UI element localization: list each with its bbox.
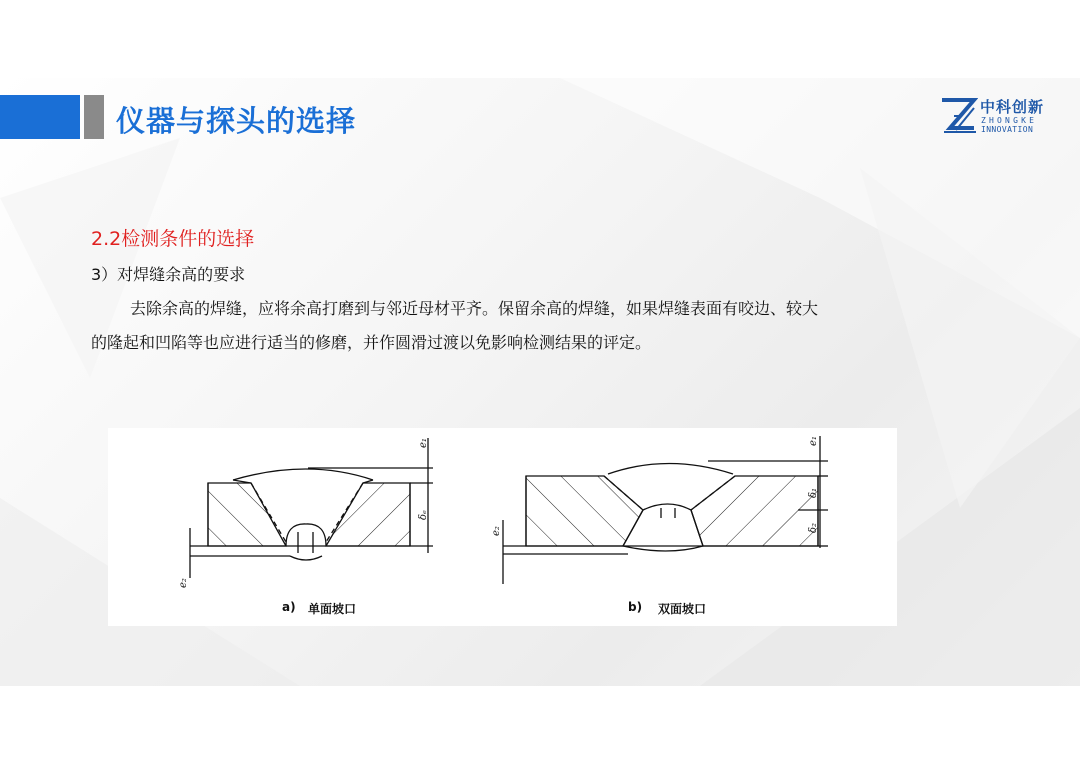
label-e2-right: e₂	[491, 526, 502, 536]
company-logo	[940, 96, 1050, 138]
body-paragraph: 去除余高的焊缝，应将余高打磨到与邻近母材平齐。保留余高的焊缝，如果焊缝表面有咬边、较大的隆起和凹陷等也应进行适当的修磨，并作圆滑过渡以免影响检测结果的评定。	[91, 299, 819, 352]
left-weld-drawing	[190, 438, 433, 578]
caption-a-text: 单面坡口	[308, 602, 357, 616]
caption-b-letter: b)	[628, 600, 643, 614]
weld-diagram	[108, 428, 897, 626]
header-accent-bar	[0, 95, 80, 139]
label-d2-right: δ₂	[808, 522, 819, 533]
slide-title: 仪器与探头的选择	[116, 104, 357, 138]
section-title: 2.2检测条件的选择	[91, 228, 255, 250]
header-gray-bar	[84, 95, 104, 139]
label-e1-right: e₁	[808, 436, 819, 446]
slide	[0, 78, 1080, 686]
subheading: 3）对焊缝余高的要求	[91, 265, 246, 284]
label-e1-left: e₁	[418, 438, 429, 448]
caption-b-text: 双面坡口	[658, 602, 707, 616]
label-d1-right: δ₁	[808, 487, 819, 498]
label-delta-left: δₑ	[418, 510, 429, 520]
logo-en-line1: ZHONGKE	[981, 116, 1038, 125]
caption-a-letter: a)	[282, 600, 296, 614]
weld-figure	[108, 428, 897, 626]
logo-mark-icon	[940, 96, 978, 134]
logo-en-line2: INNOVATION	[981, 125, 1034, 134]
right-weld-drawing	[503, 436, 828, 584]
logo-cn-text: 中科创新	[980, 98, 1045, 116]
label-e2-left: e₂	[178, 578, 189, 588]
